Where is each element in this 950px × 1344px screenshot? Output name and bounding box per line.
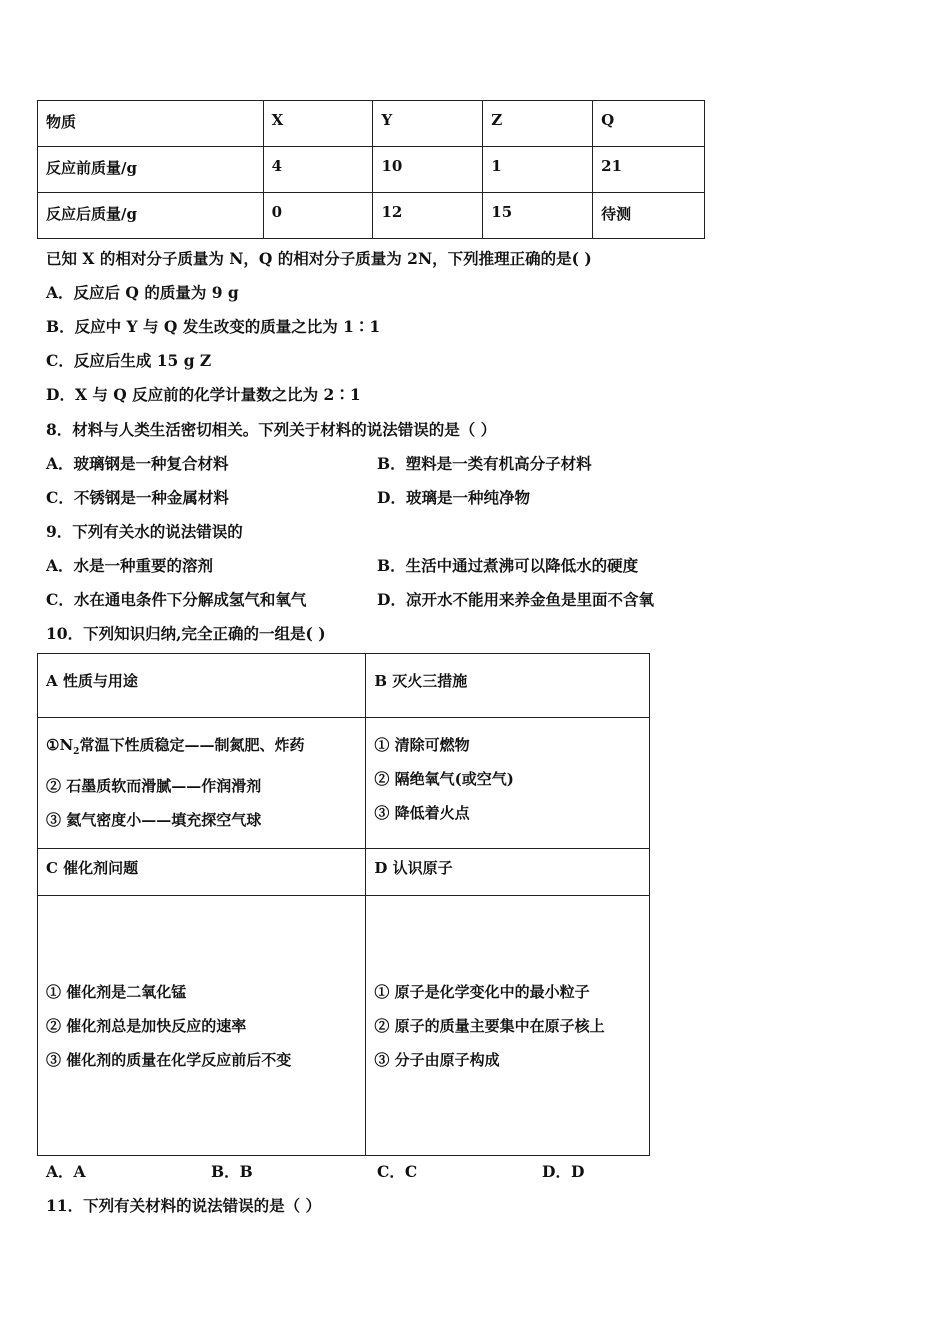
q10-option-a: A．A [46, 1162, 86, 1181]
table-header-cell: Z [483, 101, 593, 147]
table-cell: 12 [373, 193, 483, 239]
b-item-1: ① 清除可燃物 [374, 736, 470, 754]
question-7-stem: 已知 X 的相对分子质量为 N，Q 的相对分子质量为 2N，下列推理正确的是( ) [46, 249, 592, 268]
table-row [38, 147, 705, 193]
table-row [38, 193, 705, 239]
a-title: A 性质与用途 [46, 672, 138, 690]
question-11-stem: 11．下列有关材料的说法错误的是（ ） [46, 1196, 321, 1215]
q7-option-a: A．反应后 Q 的质量为 9 g [46, 283, 239, 302]
d-item-2: ② 原子的质量主要集中在原子核上 [374, 1016, 605, 1035]
q9-option-c: C．水在通电条件下分解成氢气和氧气 [46, 590, 307, 609]
q10-option-d: D．D [542, 1162, 585, 1181]
q9-option-a: A．水是一种重要的溶剂 [46, 556, 214, 575]
cell-a-items [38, 718, 366, 849]
knowledge-table [37, 653, 650, 1156]
table-cell: 10 [373, 147, 483, 193]
q10-option-b: B．B [211, 1162, 253, 1181]
table-row [38, 101, 705, 147]
a-item-3: ③ 氦气密度小——填充探空气球 [46, 811, 262, 829]
q8-option-b: B．塑料是一类有机高分子材料 [377, 454, 592, 473]
table-cell: 4 [263, 147, 373, 193]
table-cell: 15 [483, 193, 593, 239]
table-row [38, 896, 650, 1156]
circled-1: ① [46, 736, 60, 754]
c-item-1: ① 催化剂是二氧化锰 [46, 982, 187, 1001]
q7-option-b: B．反应中 Y 与 Q 发生改变的质量之比为 1∶1 [46, 317, 381, 336]
table-cell: 待测 [593, 193, 705, 239]
cell-a-title [38, 654, 366, 718]
d-item-3: ③ 分子由原子构成 [374, 1050, 500, 1069]
table-cell: 反应前质量/g [38, 147, 264, 193]
cell-c-items [38, 896, 366, 1156]
question-9-stem: 9．下列有关水的说法错误的 [46, 522, 243, 541]
c-item-3: ③ 催化剂的质量在化学反应前后不变 [46, 1050, 292, 1069]
q10-option-c: C．C [377, 1162, 418, 1181]
table-cell: 0 [263, 193, 373, 239]
b-title: B 灭火三措施 [374, 672, 468, 690]
table-cell: 反应后质量/g [38, 193, 264, 239]
table-row [38, 654, 650, 718]
q7-option-d: D．X 与 Q 反应前的化学计量数之比为 2∶1 [46, 385, 361, 404]
cell-b-items [366, 718, 650, 849]
b-item-3: ③ 降低着火点 [374, 804, 470, 822]
cell-c-title [38, 849, 366, 896]
d-item-1: ① 原子是化学变化中的最小粒子 [374, 982, 590, 1001]
table-cell: 1 [483, 147, 593, 193]
subscript-2: 2 [73, 747, 80, 757]
c-title: C 催化剂问题 [46, 859, 139, 877]
cell-d-title [366, 849, 650, 896]
q7-option-c: C．反应后生成 15 g Z [46, 351, 212, 370]
c-item-2: ② 催化剂总是加快反应的速率 [46, 1016, 247, 1035]
a-item-1-text: 常温下性质稳定——制氮肥、炸药 [79, 736, 305, 754]
table-cell: 21 [593, 147, 705, 193]
q9-option-d: D．凉开水不能用来养金鱼是里面不含氧 [377, 590, 654, 609]
table-header-cell: Y [373, 101, 483, 147]
table-header-cell: Q [593, 101, 705, 147]
a-item-1 [46, 728, 357, 769]
cell-b-title [366, 654, 650, 718]
table-header-cell: X [263, 101, 373, 147]
q8-option-a: A．玻璃钢是一种复合材料 [46, 454, 229, 473]
table-row [38, 849, 650, 896]
q9-option-b: B．生活中通过煮沸可以降低水的硬度 [377, 556, 639, 575]
a-item-2: ② 石墨质软而滑腻——作润滑剂 [46, 777, 262, 795]
question-8-stem: 8．材料与人类生活密切相关。下列关于材料的说法错误的是（ ） [46, 420, 497, 439]
d-title: D 认识原子 [374, 859, 453, 877]
q8-option-d: D．玻璃是一种纯净物 [377, 488, 530, 507]
table-header-cell: 物质 [38, 101, 264, 147]
q8-option-c: C．不锈钢是一种金属材料 [46, 488, 229, 507]
table-row [38, 718, 650, 849]
question-10-stem: 10．下列知识归纳,完全正确的一组是( ) [46, 624, 326, 643]
n2-symbol: N [59, 736, 74, 754]
b-item-2: ② 隔绝氧气(或空气) [374, 770, 514, 788]
mass-table [37, 100, 705, 239]
cell-d-items [366, 896, 650, 1156]
